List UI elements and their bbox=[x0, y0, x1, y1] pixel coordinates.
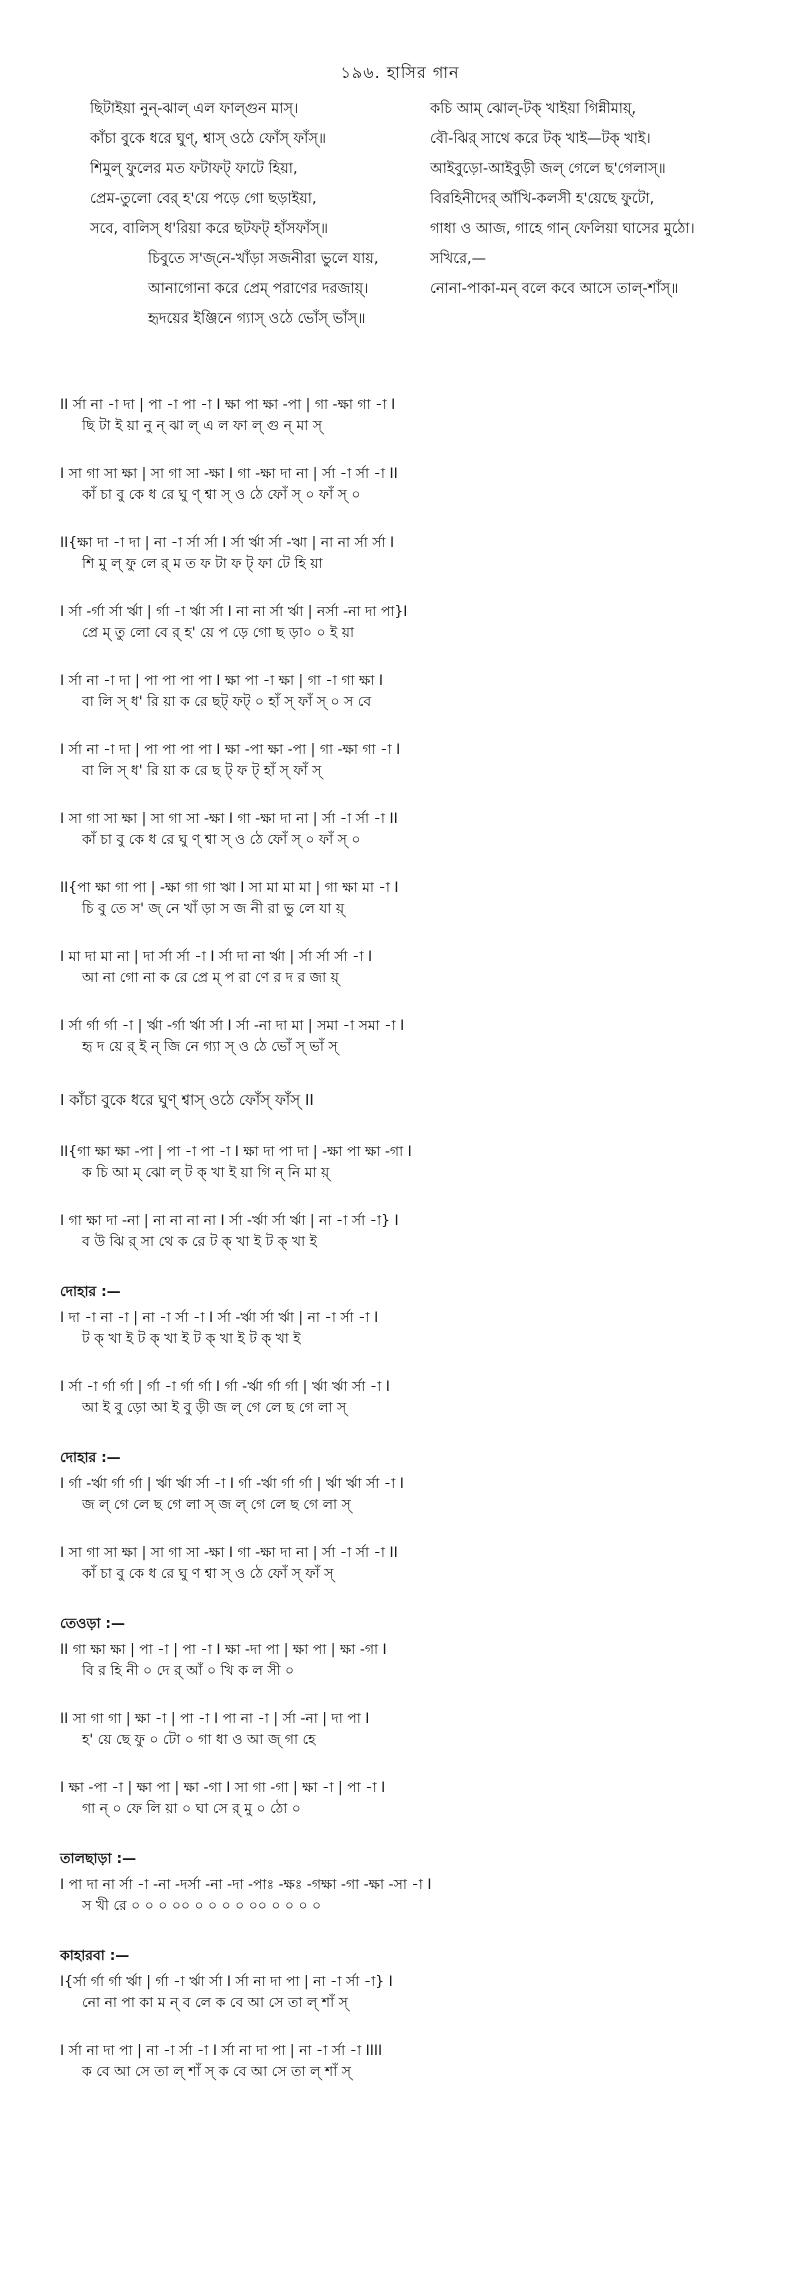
lyric-row bbox=[90, 188, 750, 218]
lyric-row bbox=[90, 308, 750, 338]
notation-block bbox=[60, 395, 750, 437]
swara-line: I র্সা -র্গা র্সা র্ঋা | র্গা -া র্ঋা র্সা I না না র্সা র্ঋা | নর্সা -না দা পা}I bbox=[60, 604, 408, 620]
lyric-line-left: সবে, বালিস্ ধ'রিয়া করে ছটফট্ হাঁসফাঁস্॥ bbox=[90, 221, 329, 237]
swara-line: II{গা ক্ষা ক্ষা -পা | পা -া পা -া I ক্ষা দা পা দা | -ক্ষা পা ক্ষা -গা I bbox=[60, 1144, 412, 1160]
swara-line: I{র্সা র্গা র্গা র্ঋা | র্গা -া র্ঋা র্সা I র্সা না দা পা | না -া র্সা -া} I bbox=[60, 1974, 393, 1990]
syllable-line: ক বে আ সে তা ল্ শাঁ স্ ক বে আ সে তা ল্ শাঁ স্ bbox=[82, 2064, 351, 2080]
notation-block bbox=[60, 1612, 750, 1682]
refrain-line: I কাঁচা বুকে ধরে ঘুণ্ শ্বাস্ ওঠে ফোঁস্ ফাঁস্ II bbox=[60, 1091, 314, 1109]
syllable-line: আ না গো না ক রে প্রে ম্ প রা ণে র দ র জা য়্ bbox=[82, 970, 339, 986]
syllable-line: বা লি স্ ধ' রি য়া ক রে ছট্ ফট্ ০ হাঁ স্ ফাঁ স্ ০ স বে bbox=[82, 694, 372, 710]
section-label: তালছাড়া :— bbox=[60, 1851, 137, 1867]
syllable-line: ট ক্ খা ই ট ক্ খা ই ট ক্ খা ই ট ক্ খা ই bbox=[82, 1331, 301, 1347]
lyric-line-right: কচি আম্ ঝোল্-টক্ খাইয়া গিন্নীমায়্, bbox=[430, 101, 637, 117]
syllable-line: স খী রে ০ ০ ০ ০০ ০ ০ ০ ০ ০০ ০ ০ ০ ০ bbox=[82, 1898, 322, 1914]
section-label: তেওড়া :— bbox=[60, 1616, 126, 1632]
swara-line: II গা ক্ষা ক্ষা | পা -া | পা -া I ক্ষা -দা পা | ক্ষা পা | ক্ষা -গা I bbox=[60, 1642, 387, 1658]
lyric-row bbox=[90, 158, 750, 188]
notation-block bbox=[60, 1778, 750, 1820]
lyrics-section bbox=[90, 98, 750, 338]
syllable-line: বি র হি নী ০ দে র্ আঁ ০ খি ক ল সী ০ bbox=[82, 1663, 295, 1679]
section-label: দোহার :— bbox=[60, 1284, 121, 1300]
lyric-row bbox=[90, 248, 750, 278]
syllable-line: গা ন্ ০ ফে লি য়া ০ ঘা সে র্ মু ০ ঠো ০ bbox=[82, 1801, 301, 1817]
syllable-line: জ ল্ গে লে ছ গে লা স্ জ ল্ গে লে ছ গে লা স্ bbox=[82, 1497, 351, 1513]
lyric-line-left: চিবুতে স'জ্‌নে-খাঁড়া সজনীরা ভুলে যায়, bbox=[148, 251, 379, 267]
notation-block bbox=[60, 671, 750, 713]
swara-line: I দা -া না -া | না -া র্সা -া I র্সা -র্ঋা র্সা র্ঋা | না -া র্সা -া I bbox=[60, 1310, 379, 1326]
notation-block bbox=[60, 1543, 750, 1585]
lyric-row bbox=[90, 128, 750, 158]
lyric-row bbox=[90, 218, 750, 248]
notation-block bbox=[60, 947, 750, 989]
swara-line: I র্সা না -া দা | পা পা পা পা I ক্ষা পা -া ক্ষা | গা -া গা ক্ষা I bbox=[60, 673, 384, 689]
syllable-line: ক চি আ ম্ ঝো ল্ ট ক্ খা ই য়া গি ন্ নি মা য়্ bbox=[82, 1165, 330, 1181]
lyric-line-left: হৃদয়ের ইঞ্জিনে গ্যাস্ ওঠে ভোঁস্ ভাঁস্॥ bbox=[148, 311, 366, 327]
notation-block bbox=[60, 809, 750, 851]
swara-line: I সা গা সা ক্ষা | সা গা সা -ক্ষা I গা -ক্ষা দা না | র্সা -া র্সা -া II bbox=[60, 466, 398, 482]
syllable-line: ব উ ঝি র্ সা থে ক রে ট ক্ খা ই ট ক্ খা ই bbox=[82, 1234, 317, 1250]
swara-line: I র্সা না -া দা | পা পা পা পা I ক্ষা -পা ক্ষা -পা | গা -ক্ষা গা -া I bbox=[60, 742, 401, 758]
notation-block bbox=[60, 1211, 750, 1253]
lyric-line-right: নোনা-পাকা-মন্ বলে কবে আসে তাল্-শাঁস্॥ bbox=[430, 281, 679, 297]
notation-block bbox=[60, 1847, 750, 1917]
lyric-line-right: বৌ-ঝির্ সাথে করে টক্ খাই—টক্ খাই। bbox=[430, 131, 651, 147]
lyric-row bbox=[90, 98, 750, 128]
syllable-line: কাঁ চা বু কে ধ রে ঘু ণ্ শ্বা স্ ও ঠে ফোঁ স্ ০ ফাঁ স্ ০ bbox=[82, 487, 361, 503]
notation-block bbox=[60, 1709, 750, 1751]
song-title: ১৯৬. হাসির গান bbox=[340, 63, 460, 82]
lyric-line-left: আনাগোনা করে প্রেম্ পরাণের দরজায়্। bbox=[148, 281, 369, 297]
notation-block bbox=[60, 1280, 750, 1350]
lyric-line-right: গাধা ও আজ, গাহে গান্ ফেলিয়া ঘাসের মুঠো। bbox=[430, 221, 695, 237]
swara-line: I গা ক্ষা দা -না | না না না না I র্সা -র্ঋা র্সা র্ঋা | না -া র্সা -া} I bbox=[60, 1213, 399, 1229]
swara-line: I র্সা র্গা র্গা -া | র্ঋা -র্গা র্ঋা র্সা I র্সা -না দা মা | সমা -া সমা -া I bbox=[60, 1018, 405, 1034]
syllable-line: কাঁ চা বু কে ধ রে ঘু ণ্ শ্বা স্ ও ঠে ফোঁ স্ ০ ফাঁ স্ ০ bbox=[82, 832, 361, 848]
notation-block bbox=[60, 740, 750, 782]
section-label: দোহার :— bbox=[60, 1450, 121, 1466]
swara-line: I সা গা সা ক্ষা | সা গা সা -ক্ষা I গা -ক্ষা দা না | র্সা -া র্সা -া II bbox=[60, 1545, 398, 1561]
notation-block bbox=[60, 878, 750, 920]
notation-block bbox=[60, 533, 750, 575]
swara-line: II র্সা না -া দা | পা -া পা -া I ক্ষা পা ক্ষা -পা | গা -ক্ষা গা -া I bbox=[60, 397, 396, 413]
syllable-line: হৃ দ য়ে র্ ই ন্ জি নে গ্যা স্ ও ঠে ভোঁ স্ ভাঁ স্ bbox=[82, 1039, 338, 1055]
swara-line: II সা গা গা | ক্ষা -া | পা -া I পা না -া | র্সা -না | দা পা I bbox=[60, 1711, 370, 1727]
syllable-line: নো না পা কা ম ন্ ব লে ক বে আ সে তা ল্ শাঁ স্ bbox=[82, 1995, 348, 2011]
swara-line: I ক্ষা -পা -া | ক্ষা পা | ক্ষা -গা I সা গা -গা | ক্ষা -া | পা -া I bbox=[60, 1780, 386, 1796]
lyric-line-left: ছিটাইয়া নুন্-ঝাল্ এল ফাল্গুন মাস্। bbox=[90, 101, 299, 117]
syllable-line: চি বু তে স' জ্ নে খাঁ ড়া স জ নী রা ভু লে যা য়্ bbox=[82, 901, 345, 917]
syllable-line: ছি টা ই য়া নু ন্ ঝা ল্ এ ল ফা ল্ গু ন্ মা স্ bbox=[82, 418, 322, 434]
notation-block bbox=[60, 1085, 750, 1115]
notation-block bbox=[60, 1142, 750, 1184]
notation-block bbox=[60, 1944, 750, 2014]
swara-line: I পা দা না র্সা -া -না -দর্সা -না -দা -পাঃ -ক্ষঃ -গক্ষা -গা -ক্ষা -সা -া I bbox=[60, 1877, 432, 1893]
notation-block bbox=[60, 1016, 750, 1058]
notation-block bbox=[60, 464, 750, 506]
lyric-line-left: প্রেম-তুলো বের্ হ'য়ে পড়ে গো ছড়াইয়া, bbox=[90, 191, 317, 207]
notation-block bbox=[60, 1446, 750, 1516]
lyric-line-left: শিমুল্ ফুলের মত ফটাফট্ ফাটে হিয়া, bbox=[90, 161, 298, 177]
notation-block bbox=[60, 1377, 750, 1419]
notation-block bbox=[60, 2041, 750, 2083]
syllable-line: হ' য়ে ছে ফু ০ টো ০ গা ধা ও আ জ্ গা হে bbox=[82, 1732, 316, 1748]
swara-line: II{ক্ষা দা -া দা | না -া র্সা র্সা I র্সা র্ঋা র্সা -ঋা | না না র্সা র্সা I bbox=[60, 535, 395, 551]
section-label: কাহারবা :— bbox=[60, 1948, 130, 1964]
swara-line: II{পা ক্ষা গা পা | -ক্ষা গা গা ঋা I সা মা মা মা | গা ক্ষা মা -া I bbox=[60, 880, 399, 896]
swara-line: I র্গা -র্ঋা র্গা র্গা | র্ঋা র্ঋা র্সা -া I র্গা -র্ঋা র্গা র্গা | র্ঋা র্ঋা র্সা -া I bbox=[60, 1476, 404, 1492]
swara-line: I র্সা -া র্গা র্গা | র্গা -া র্গা র্গা I র্গা -র্ঋা র্গা র্গা | র্ঋা র্ঋা র্সা -া I bbox=[60, 1379, 390, 1395]
lyric-row bbox=[90, 278, 750, 308]
syllable-line: আ ই বু ড়ো আ ই বু ড়ী জ ল্ গে লে ছ গে লা স্ bbox=[82, 1400, 347, 1416]
swara-line: I র্সা না দা পা | না -া র্সা -া I র্সা না দা পা | না -া র্সা -া IIII bbox=[60, 2043, 383, 2059]
syllable-line: বা লি স্ ধ' রি য়া ক রে ছ ট্ ফ ট্ হাঁ স্ ফাঁ স্ bbox=[82, 763, 322, 779]
syllable-line: প্রে ম্ তু লো বে র্ হ' য়ে প ড়ে গো ছ ড়া০ ০ ই য়া bbox=[82, 625, 355, 641]
lyric-line-right: আইবুড়ো-আইবুড়ী জল্ গেলে ছ'গেলাস্॥ bbox=[430, 161, 666, 177]
swara-line: I সা গা সা ক্ষা | সা গা সা -ক্ষা I গা -ক্ষা দা না | র্সা -া র্সা -া II bbox=[60, 811, 398, 827]
lyric-line-right: সখিরে,— bbox=[430, 251, 487, 267]
syllable-line: কাঁ চা বু কে ধ রে ঘু ণ শ্বা স্ ও ঠে ফোঁ স্ ফাঁ স্ bbox=[82, 1566, 334, 1582]
notation-block bbox=[60, 602, 750, 644]
syllable-line: শি মু ল্ ফু লে র্ ম ত ফ টা ফ ট্ ফা টে হি য়া bbox=[82, 556, 323, 572]
lyric-line-left: কাঁচা বুকে ধরে ঘুণ্, শ্বাস্ ওঠে ফোঁস্ ফাঁস্॥ bbox=[90, 131, 327, 147]
lyric-line-right: বিরহিনীদের্ আঁখি-কলসী হ'য়েছে ফুটো, bbox=[430, 191, 655, 207]
notation-section bbox=[60, 395, 750, 2110]
swara-line: I মা দা মা না | দা র্সা র্সা -া I র্সা দা না র্ঋা | র্সা র্সা র্সা -া I bbox=[60, 949, 373, 965]
